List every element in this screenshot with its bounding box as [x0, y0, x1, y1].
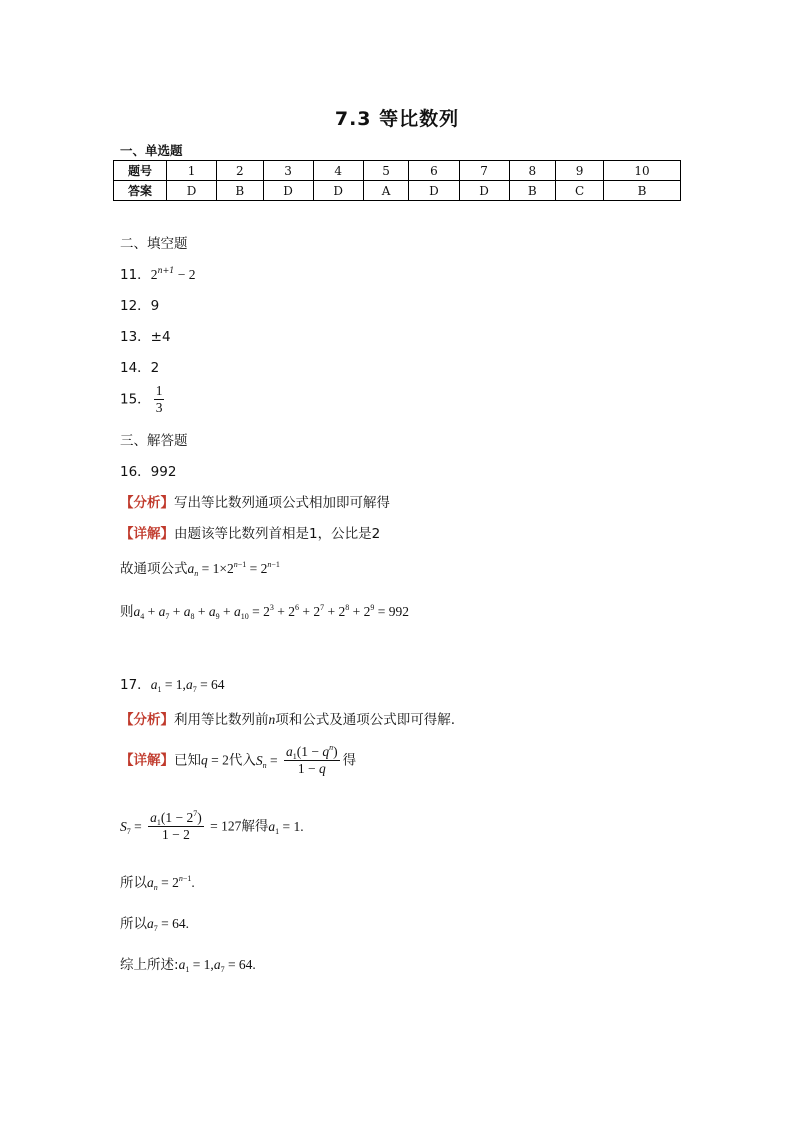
- table-cell: 8: [509, 161, 555, 181]
- table-cell: 4: [313, 161, 363, 181]
- answer-table: [113, 160, 681, 201]
- table-header-number: 题号: [114, 161, 167, 181]
- detail-16: 【详解】由题该等比数列首相是1，公比是2: [120, 526, 381, 542]
- table-cell: A: [363, 181, 409, 201]
- table-cell: 10: [604, 161, 681, 181]
- conclusion-17-general-term: 所以$a_n = 2^{n-1}$.: [120, 874, 195, 892]
- analysis-tag: 【分析】: [120, 495, 174, 511]
- answer-12: 12．9: [120, 298, 160, 314]
- formula-16-sum: 则$a_4 + a_7 + a_8 + a_9 + a_{10} = 2^3 + 2^6 + 2^7 + 2^8 + 2^9 = 992$: [120, 603, 409, 621]
- table-cell: D: [409, 181, 459, 201]
- conclusion-17-a7: 所以$a_7 = 64$.: [120, 916, 189, 933]
- section-heading-single-choice: 一、单选题: [120, 143, 183, 158]
- table-cell: B: [217, 181, 263, 201]
- answer-16: 16．992: [120, 464, 177, 480]
- table-row-answers: [114, 181, 681, 201]
- analysis-tag: 【分析】: [120, 712, 174, 728]
- fraction: $\frac{a_1(1 - q^n)}{1 - q}$: [286, 743, 338, 776]
- table-cell: B: [604, 181, 681, 201]
- table-row-numbers: [114, 161, 681, 181]
- table-cell: 7: [459, 161, 509, 181]
- table-cell: 3: [263, 161, 313, 181]
- table-cell: D: [313, 181, 363, 201]
- analysis-16: 【分析】写出等比数列通项公式相加即可解得: [120, 495, 390, 511]
- answer-15: 15． $\frac{1}{3}$: [120, 383, 163, 415]
- fraction: $\frac{a_1(1 - 2^7)}{1 - 2}$: [150, 809, 202, 842]
- answer-14: 14．2: [120, 360, 160, 376]
- summary-17: 综上所述$:a_1 = 1,a_7 = 64$.: [120, 957, 256, 974]
- answer-17: 17．$a_1 = 1,a_7 = 64$: [120, 677, 225, 694]
- table-cell: C: [556, 181, 604, 201]
- formula-16-general-term: 故通项公式$a_n = 1\times 2^{n-1} = 2^{n-1}$: [120, 560, 280, 578]
- detail-tag: 【详解】: [120, 752, 174, 769]
- page-title: 7.3 等比数列: [334, 108, 460, 130]
- table-header-answer: 答案: [114, 181, 167, 201]
- table-cell: B: [509, 181, 555, 201]
- detail-17: 【详解】已知q = 2代入$S_n$ = $\frac{a_1(1 - q^n)}{1 - q}$ 得: [120, 743, 357, 776]
- detail-tag: 【详解】: [120, 526, 174, 542]
- table-cell: D: [263, 181, 313, 201]
- formula-17-s7: $S_7$ = $\frac{a_1(1 - 2^7)}{1 - 2}$ = 127解得$a_1 = 1$.: [120, 809, 304, 842]
- table-cell: 6: [409, 161, 459, 181]
- table-cell: 2: [217, 161, 263, 181]
- table-cell: 1: [167, 161, 217, 181]
- table-cell: 5: [363, 161, 409, 181]
- table-cell: D: [459, 181, 509, 201]
- section-heading-fill-blank: 二、填空题: [120, 236, 188, 252]
- answer-13: 13．±4: [120, 329, 171, 345]
- answer-11: 11．$2^{n+1} - 2$: [120, 266, 196, 283]
- table-cell: D: [167, 181, 217, 201]
- analysis-17: 【分析】利用等比数列前n项和公式及通项公式即可得解.: [120, 712, 456, 728]
- table-cell: 9: [556, 161, 604, 181]
- fraction: $\frac{1}{3}$: [155, 383, 163, 415]
- section-heading-solutions: 三、解答题: [120, 433, 188, 449]
